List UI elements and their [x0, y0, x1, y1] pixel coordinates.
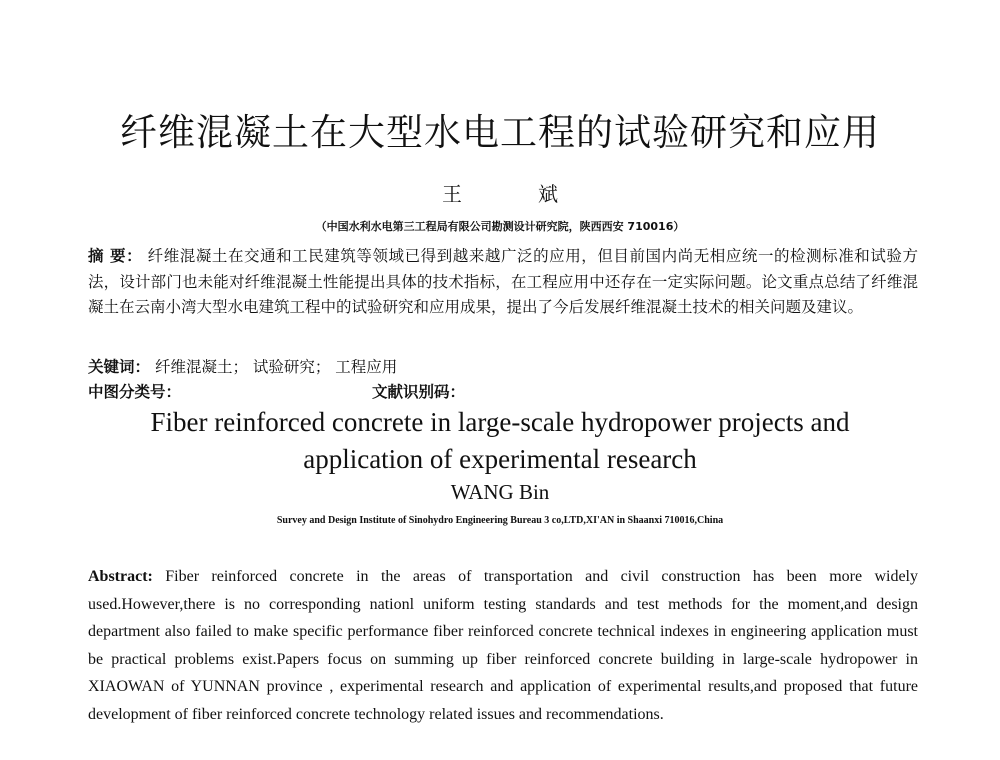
chinese-abstract-label: 摘 要：	[88, 247, 143, 265]
chinese-author	[0, 178, 1000, 207]
chinese-keywords	[88, 355, 397, 377]
chinese-keywords-text: 纤维混凝土； 试验研究； 工程应用	[154, 358, 398, 376]
chinese-clc-label: 中图分类号：	[88, 383, 182, 401]
chinese-author-surname: 王	[442, 182, 462, 206]
english-abstract	[88, 563, 918, 729]
chinese-document-code	[372, 380, 465, 402]
chinese-clc-number	[88, 380, 181, 402]
chinese-abstract	[88, 244, 918, 321]
english-title: Fiber reinforced concrete in large-scale hydropower projects and application of experimental research	[150, 407, 850, 474]
chinese-keywords-label: 关键词：	[88, 358, 151, 376]
chinese-author-given-name: 斌	[538, 182, 558, 206]
chinese-affiliation: （中国水利水电第三工程局有限公司勘测设计研究院，陕西西安 710016）	[315, 220, 685, 233]
english-abstract-label: Abstract:	[88, 568, 153, 585]
english-author: WANG Bin	[450, 480, 550, 504]
chinese-document-code-label: 文献识别码：	[372, 383, 466, 401]
english-affiliation: Survey and Design Institute of Sinohydro Engineering Bureau 3 co,LTD,XI'AN in Shaanxi 710016,China	[276, 515, 724, 526]
chinese-abstract-text: 纤维混凝土在交通和工民建筑等领域已得到越来越广泛的应用，但目前国内尚无相应统一的检测标准和试验方法，设计部门也未能对纤维混凝土性能提出具体的技术指标，在工程应用中还存在一定实际问题。论文重点总结了纤维混凝土在云南小湾大型水电建筑工程中的试验研究和应用成果，提出了今后发展纤维混凝土技术的相关问题及建议。	[88, 247, 918, 316]
chinese-title: 纤维混凝土在大型水电工程的试验研究和应用	[120, 111, 880, 154]
english-abstract-text: Fiber reinforced concrete in the areas of transportation and civil construction has been more widely used.However,there is no corresponding nationl uniform testing standards and test methods for the moment,and design department also failed to make specific performance fiber reinforced concrete technical indexes in engineering application must be practical problems exist.Papers focus on summing up fiber reinforced concrete building in large-scale hydropower in XIAOWAN of YUNNAN province , experimental research and application of experimental results,and proposed that future development of fiber reinforced concrete technology related issues and recommendations.	[88, 568, 918, 723]
